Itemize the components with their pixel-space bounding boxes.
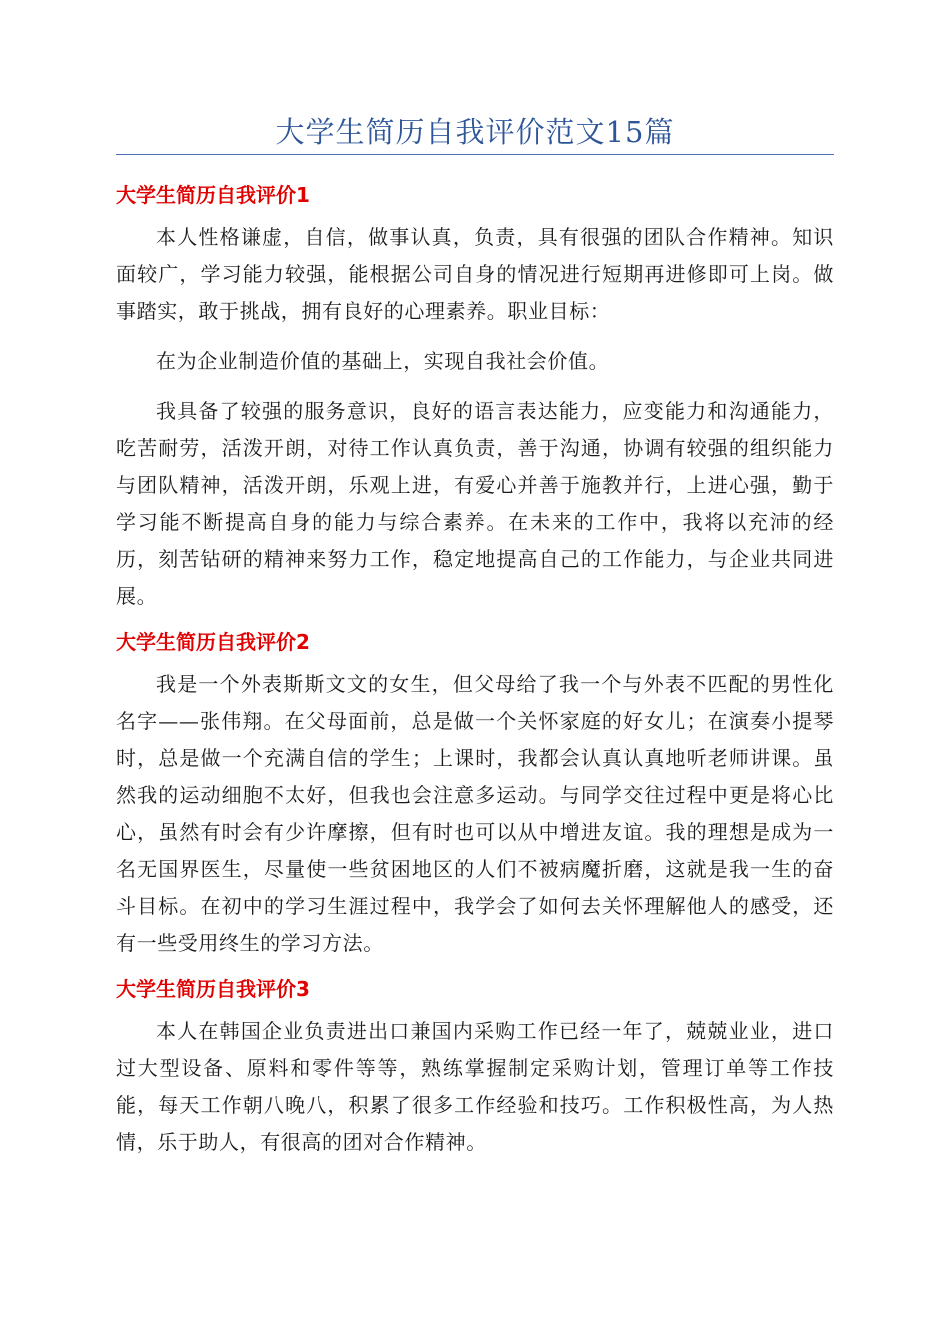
section-heading: 大学生简历自我评价1 (116, 183, 310, 207)
section-2 (116, 628, 834, 962)
section-heading: 大学生简历自我评价3 (116, 977, 310, 1001)
section-heading: 大学生简历自我评价2 (116, 630, 310, 654)
title-underline (116, 154, 834, 155)
paragraph: 我具备了较强的服务意识，良好的语言表达能力，应变能力和沟通能力，吃苦耐劳，活泼开朗，对待工作认真负责，善于沟通，协调有较强的组织能力与团队精神，活泼开朗，乐观上进，有爱心并善于施教并行，上进心强，勤于学习能不断提高自身的能力与综合素养。在未来的工作中，我将以充沛的经历，刻苦钻研的精神来努力工作，稳定地提高自己的工作能力，与企业共同进展。 (116, 399, 834, 608)
document-body (116, 170, 834, 1174)
section-1 (116, 181, 834, 615)
paragraph: 我是一个外表斯斯文文的女生，但父母给了我一个与外表不匹配的男性化名字——张伟翔。在父母面前，总是做一个关怀家庭的好女儿；在演奏小提琴时，总是做一个充满自信的学生；上课时，我都会认真认真地听老师讲课。虽然我的运动细胞不太好，但我也会注意多运动。与同学交往过程中更是将心比心，虽然有时会有少许摩擦，但有时也可以从中增进友谊。我的理想是成为一名无国界医生，尽量使一些贫困地区的人们不被病魔折磨，这就是我一生的奋斗目标。在初中的学习生涯过程中，我学会了如何去关怀理解他人的感受，还有一些受用终生的学习方法。 (116, 672, 834, 955)
paragraph: 本人在韩国企业负责进出口兼国内采购工作已经一年了，兢兢业业，进口过大型设备、原料和零件等等，熟练掌握制定采购计划，管理订单等工作技能，每天工作朝八晚八，积累了很多工作经验和技巧。工作积极性高，为人热情，乐于助人，有很高的团对合作精神。 (116, 1019, 834, 1154)
paragraph: 在为企业制造价值的基础上，实现自我社会价值。 (156, 349, 610, 373)
section-3 (116, 975, 834, 1161)
document-title: 大学生简历自我评价范文15篇 (275, 115, 675, 149)
paragraph: 本人性格谦虚，自信，做事认真，负责，具有很强的团队合作精神。知识面较广，学习能力较强，能根据公司自身的情况进行短期再进修即可上岗。做事踏实，敢于挑战，拥有良好的心理素养。职业目标： (116, 225, 834, 323)
